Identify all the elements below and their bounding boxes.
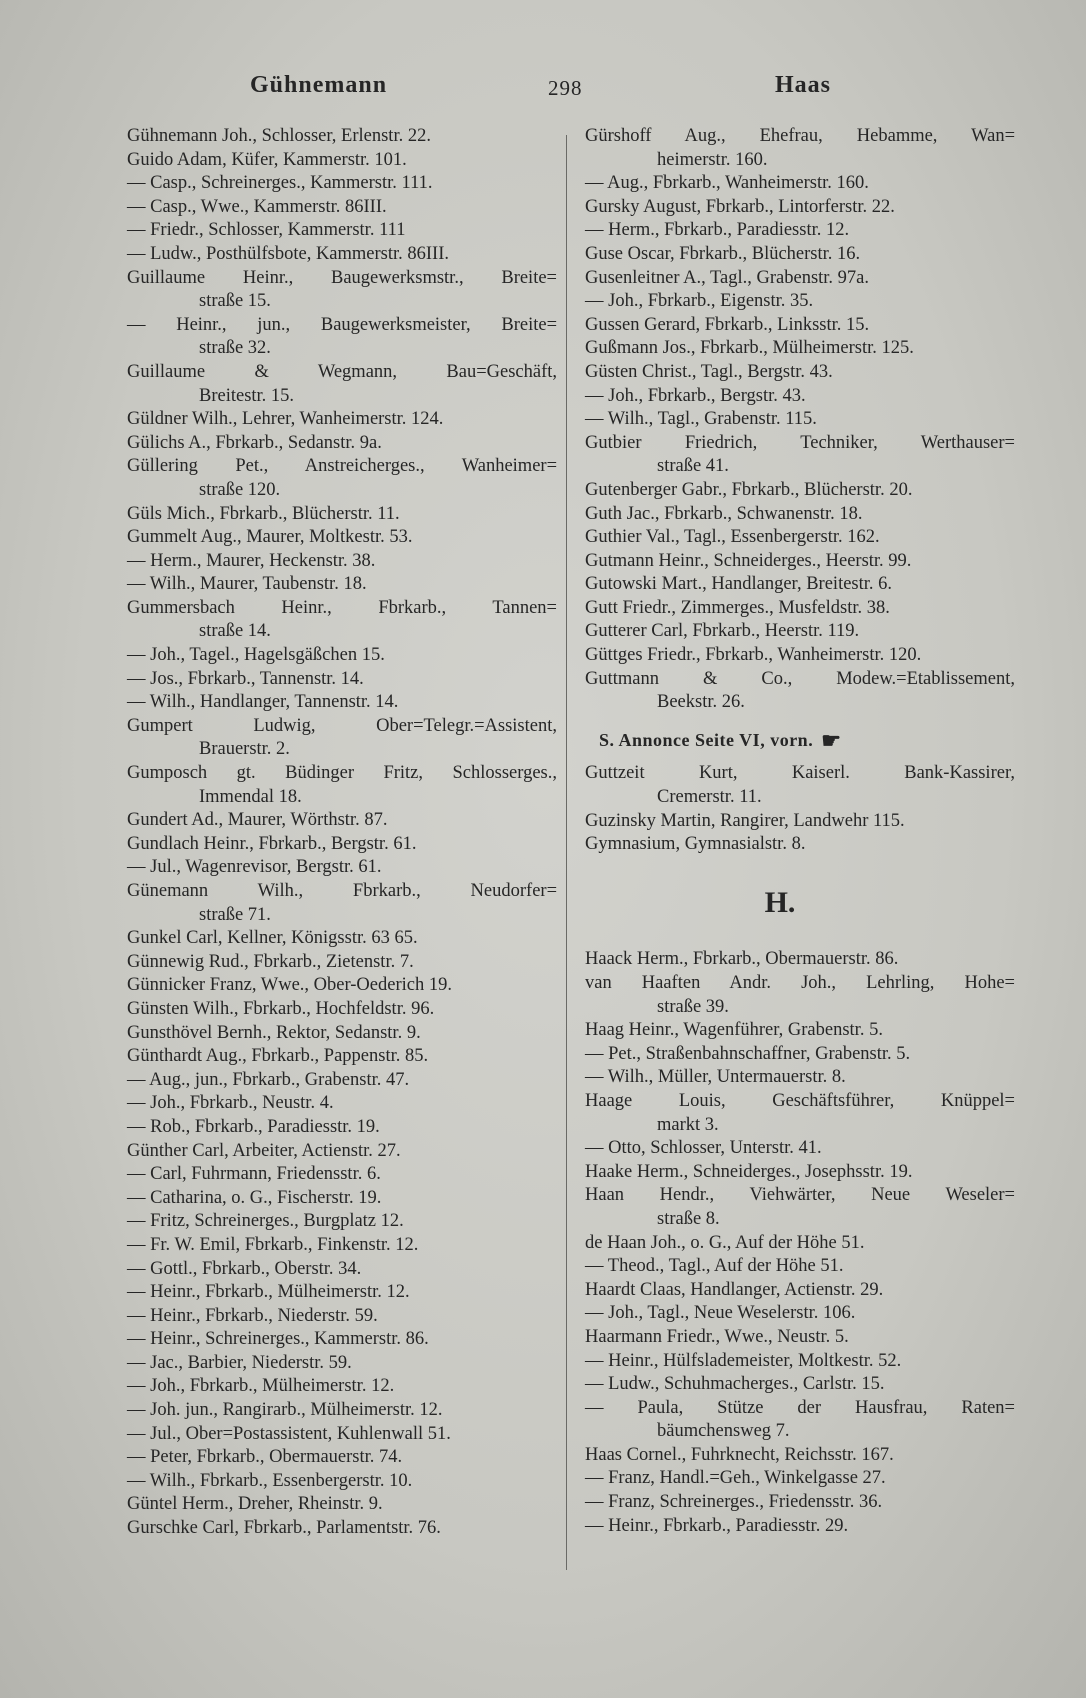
entry-line: — Heinr., Fbrkarb., Mülheimerstr. 12. [127, 1282, 410, 1303]
entry-line: — Catharina, o. G., Fischerstr. 19. [127, 1187, 382, 1208]
directory-entry [585, 1491, 1015, 1515]
directory-entry [585, 1090, 1015, 1137]
left-column [127, 125, 557, 1541]
directory-entry [127, 573, 557, 597]
directory-entry [585, 267, 1015, 291]
column-divider [566, 135, 567, 1570]
directory-entry [585, 172, 1015, 196]
directory-entry [127, 196, 557, 220]
directory-entry [127, 361, 557, 408]
entry-line: — Aug., Fbrkarb., Wanheimerstr. 160. [585, 173, 869, 194]
directory-entry [127, 1517, 557, 1541]
entry-line: Gummersbach Heinr., Fbrkarb., Tannen= [127, 597, 557, 618]
directory-entry [585, 1161, 1015, 1185]
directory-entry [127, 668, 557, 692]
directory-entry [585, 668, 1015, 715]
entry-line: — Franz, Schreinerges., Friedensstr. 36. [585, 1492, 883, 1513]
directory-entry [127, 1375, 557, 1399]
directory-entry [585, 125, 1015, 172]
directory-entry [585, 503, 1015, 527]
running-head-right: Haas [775, 72, 832, 98]
entry-line: — Wilh., Müller, Untermauerstr. 8. [585, 1067, 846, 1088]
entry-line: Haardt Claas, Handlanger, Actienstr. 29. [585, 1279, 884, 1300]
entry-continuation: Beekstr. 26. [657, 692, 745, 713]
directory-entry [127, 1328, 557, 1352]
entry-continuation: markt 3. [657, 1114, 719, 1135]
directory-entry [127, 1258, 557, 1282]
entry-continuation: Breitestr. 15. [199, 385, 295, 406]
directory-entry [585, 573, 1015, 597]
directory-entry [585, 243, 1015, 267]
entry-continuation: straße 15. [199, 291, 271, 312]
entry-line: — Heinr., jun., Baugewerksmeister, Breite= [127, 314, 557, 335]
directory-entry [127, 1493, 557, 1517]
directory-entry [585, 361, 1015, 385]
entry-line: Guse Oscar, Fbrkarb., Blücherstr. 16. [585, 243, 861, 264]
directory-entry [585, 762, 1015, 809]
directory-entry [127, 1187, 557, 1211]
entry-continuation: heimerstr. 160. [657, 149, 768, 170]
entry-line: — Wilh., Handlanger, Tannenstr. 14. [127, 692, 399, 713]
entry-line: Gymnasium, Gymnasialstr. 8. [585, 834, 806, 855]
directory-entry [585, 432, 1015, 479]
entry-continuation: Brauerstr. 2. [199, 739, 290, 760]
entry-continuation: straße 39. [657, 996, 729, 1017]
directory-entry [127, 1305, 557, 1329]
entry-line: van Haaften Andr. Joh., Lehrling, Hohe= [585, 973, 1015, 993]
directory-entry [585, 1515, 1015, 1539]
directory-entry [585, 314, 1015, 338]
entry-line: Güttges Friedr., Fbrkarb., Wanheimerstr. 120. [585, 645, 922, 666]
directory-entry [585, 1279, 1015, 1303]
entry-line: — Jul., Ober=Postassistent, Kuhlenwall 51. [127, 1423, 451, 1444]
directory-entry [585, 408, 1015, 432]
entry-line: Gutenberger Gabr., Fbrkarb., Blücherstr. 20. [585, 479, 913, 500]
entry-line: — Ludw., Posthülfsbote, Kammerstr. 86III. [127, 243, 449, 264]
directory-entry [127, 597, 557, 644]
entry-line: Günemann Wilh., Fbrkarb., Neudorfer= [127, 881, 557, 901]
entry-line: — Casp., Wwe., Kammerstr. 86III. [127, 196, 387, 217]
entry-line: — Carl, Fuhrmann, Friedensstr. 6. [127, 1164, 381, 1185]
entry-line: Gülichs A., Fbrkarb., Sedanstr. 9a. [127, 432, 382, 453]
directory-entry [585, 385, 1015, 409]
entry-line: Guido Adam, Küfer, Kammerstr. 101. [127, 149, 407, 170]
directory-entry [127, 172, 557, 196]
entry-line: Gumpert Ludwig, Ober=Telegr.=Assistent, [127, 715, 557, 736]
entry-continuation: straße 41. [657, 456, 729, 477]
entry-line: — Wilh., Tagl., Grabenstr. 115. [585, 409, 817, 430]
directory-entry [127, 644, 557, 668]
directory-entry [585, 1467, 1015, 1491]
directory-entry [585, 1137, 1015, 1161]
entry-continuation: bäumchensweg 7. [657, 1421, 790, 1442]
entry-line: Guillaume Heinr., Baugewerksmstr., Breite= [127, 267, 557, 288]
entry-line: Guthier Val., Tagl., Essenbergerstr. 162. [585, 527, 880, 548]
entry-line: — Friedr., Schlosser, Kammerstr. 111 [127, 220, 406, 241]
directory-entry [127, 1470, 557, 1494]
directory-entry [585, 550, 1015, 574]
directory-entry [127, 951, 557, 975]
entry-line: Haage Louis, Geschäftsführer, Knüppel= [585, 1090, 1015, 1111]
entry-line: — Joh., Tagl., Neue Weselerstr. 106. [585, 1303, 856, 1324]
directory-entry [127, 974, 557, 998]
entry-line: — Aug., jun., Fbrkarb., Grabenstr. 47. [127, 1069, 410, 1090]
directory-entry [585, 833, 1015, 857]
page-number: 298 [548, 76, 583, 100]
entry-line: — Fritz, Schreinerges., Burgplatz 12. [127, 1211, 404, 1232]
entry-continuation: straße 32. [199, 338, 271, 359]
entry-line: — Joh., Fbrkarb., Mülheimerstr. 12. [127, 1376, 395, 1397]
directory-entry [127, 1069, 557, 1093]
entry-line: — Fr. W. Emil, Fbrkarb., Finkenstr. 12. [127, 1234, 419, 1255]
entry-line: — Joh. jun., Rangirarb., Mülheimerstr. 12. [127, 1400, 443, 1421]
entry-line: Gumposch gt. Büdinger Fritz, Schlosserges., [127, 763, 557, 784]
entry-line: Guzinsky Martin, Rangirer, Landwehr 115. [585, 810, 905, 831]
entry-line: Guttmann & Co., Modew.=Etablissement, [585, 668, 1015, 689]
directory-entry [585, 1444, 1015, 1468]
directory-entry [585, 620, 1015, 644]
entry-line: Günnewig Rud., Fbrkarb., Zietenstr. 7. [127, 951, 414, 972]
entry-line: Haack Herm., Fbrkarb., Obermauerstr. 86. [585, 949, 899, 970]
entry-line: — Rob., Fbrkarb., Paradiesstr. 19. [127, 1116, 380, 1137]
directory-entry [127, 1446, 557, 1470]
directory-entry [127, 1045, 557, 1069]
entry-line: Gutowski Mart., Handlanger, Breitestr. 6. [585, 574, 893, 595]
entry-continuation: Immendal 18. [199, 786, 302, 807]
entry-line: Günsten Wilh., Fbrkarb., Hochfeldstr. 96. [127, 998, 435, 1019]
directory-entry [585, 219, 1015, 243]
directory-entry [585, 644, 1015, 668]
entry-line: — Heinr., Schreinerges., Kammerstr. 86. [127, 1329, 429, 1350]
directory-entry [127, 809, 557, 833]
entry-line: Güllering Pet., Anstreicherges., Wanheimer= [127, 456, 557, 477]
entry-continuation: Cremerstr. 11. [657, 787, 762, 808]
entry-line: — Wilh., Fbrkarb., Essenbergerstr. 10. [127, 1470, 413, 1491]
directory-entry [127, 998, 557, 1022]
directory-entry [127, 408, 557, 432]
entry-line: — Heinr., Fbrkarb., Niederstr. 59. [127, 1305, 378, 1326]
directory-entry [127, 125, 557, 149]
directory-entry [127, 314, 557, 361]
directory-entry [127, 149, 557, 173]
directory-entry [127, 1210, 557, 1234]
directory-entry [585, 1043, 1015, 1067]
entry-line: Haake Herm., Schneiderges., Josephsstr. 19. [585, 1161, 913, 1182]
directory-entry [585, 1184, 1015, 1231]
directory-entry [585, 972, 1015, 1019]
entry-line: — Ludw., Schuhmacherges., Carlstr. 15. [585, 1374, 885, 1395]
entry-line: Gundlach Heinr., Fbrkarb., Bergstr. 61. [127, 833, 417, 854]
directory-entry [585, 1232, 1015, 1256]
entry-line: Haag Heinr., Wagenführer, Grabenstr. 5. [585, 1020, 883, 1041]
notice-text: S. Annonce Seite VI, vorn. [599, 729, 814, 750]
directory-entry [127, 833, 557, 857]
entry-line: Gusenleitner A., Tagl., Grabenstr. 97a. [585, 267, 870, 288]
directory-entry [127, 503, 557, 527]
directory-entry [585, 479, 1015, 503]
entry-line: — Franz, Handl.=Geh., Winkelgasse 27. [585, 1468, 886, 1489]
directory-entry [127, 1140, 557, 1164]
entry-line: Haas Cornel., Fuhrknecht, Reichsstr. 167. [585, 1444, 894, 1465]
directory-entry [585, 526, 1015, 550]
directory-entry [127, 267, 557, 314]
directory-entry [127, 1116, 557, 1140]
directory-entry [585, 1066, 1015, 1090]
entry-line: Gürshoff Aug., Ehefrau, Hebamme, Wan= [585, 126, 1015, 146]
entry-line: Gursky August, Fbrkarb., Lintorferstr. 22. [585, 196, 895, 217]
entry-list [585, 125, 1015, 715]
entry-line: Guillaume & Wegmann, Bau=Geschäft, [127, 361, 557, 382]
entry-line: Güldner Wilh., Lehrer, Wanheimerstr. 124. [127, 409, 444, 430]
entry-line: — Otto, Schlosser, Unterstr. 41. [585, 1138, 822, 1159]
entry-continuation: straße 8. [657, 1208, 720, 1229]
directory-entry [585, 1373, 1015, 1397]
directory-entry [127, 1163, 557, 1187]
directory-entry [127, 455, 557, 502]
entry-line: Gussen Gerard, Fbrkarb., Linksstr. 15. [585, 314, 870, 335]
entry-line: Gundert Ad., Maurer, Wörthstr. 87. [127, 810, 388, 831]
entry-line: Gunkel Carl, Kellner, Königsstr. 63 65. [127, 928, 418, 949]
entry-line: — Herm., Maurer, Heckenstr. 38. [127, 550, 376, 571]
entry-line: Güls Mich., Fbrkarb., Blücherstr. 11. [127, 503, 400, 524]
entry-line: Gummelt Aug., Maurer, Moltkestr. 53. [127, 527, 413, 548]
entry-continuation: straße 14. [199, 621, 271, 642]
directory-entry [127, 856, 557, 880]
entry-continuation: straße 71. [199, 904, 271, 925]
entry-line: Güsten Christ., Tagl., Bergstr. 43. [585, 361, 833, 382]
entry-line: — Peter, Fbrkarb., Obermauerstr. 74. [127, 1447, 403, 1468]
directory-entry [127, 1234, 557, 1258]
entry-line: de Haan Joh., o. G., Auf der Höhe 51. [585, 1232, 865, 1253]
entry-line: Günther Carl, Arbeiter, Actienstr. 27. [127, 1140, 401, 1161]
directory-entry [127, 1352, 557, 1376]
directory-entry [585, 948, 1015, 972]
directory-entry [585, 1350, 1015, 1374]
entry-list [585, 948, 1015, 1538]
entry-line: Guttzeit Kurt, Kaiserl. Bank-Kassirer, [585, 763, 1015, 784]
directory-entry [585, 337, 1015, 361]
directory-entry [127, 927, 557, 951]
directory-entry [585, 810, 1015, 834]
directory-entry [585, 196, 1015, 220]
directory-entry [585, 1255, 1015, 1279]
directory-entry [585, 1302, 1015, 1326]
directory-entry [127, 691, 557, 715]
entry-list [585, 762, 1015, 856]
entry-line: — Joh., Fbrkarb., Neustr. 4. [127, 1093, 334, 1114]
entry-line: Gutterer Carl, Fbrkarb., Heerstr. 119. [585, 621, 860, 642]
directory-entry [127, 1022, 557, 1046]
directory-entry [127, 219, 557, 243]
entry-line: — Jos., Fbrkarb., Tannenstr. 14. [127, 668, 364, 689]
entry-line: — Herm., Fbrkarb., Paradiesstr. 12. [585, 220, 850, 241]
entry-line: Günthardt Aug., Fbrkarb., Pappenstr. 85. [127, 1046, 429, 1067]
directory-entry [127, 432, 557, 456]
advert-notice [599, 729, 1015, 753]
entry-line: — Heinr., Fbrkarb., Paradiesstr. 29. [585, 1515, 849, 1536]
section-letter: H. [764, 885, 796, 919]
entry-line: — Jac., Barbier, Niederstr. 59. [127, 1352, 352, 1373]
entry-line: — Joh., Tagel., Hagelsgäßchen 15. [127, 645, 385, 666]
entry-line: Gühnemann Joh., Schlosser, Erlenstr. 22. [127, 126, 431, 146]
entry-line: — Pet., Straßenbahnschaffner, Grabenstr. 5. [585, 1043, 911, 1064]
directory-entry [127, 526, 557, 550]
pointing-hand-icon: ☛ [821, 727, 842, 753]
entry-line: Gußmann Jos., Fbrkarb., Mülheimerstr. 125. [585, 338, 914, 359]
directory-entry [127, 715, 557, 762]
directory-entry [585, 1397, 1015, 1444]
directory-entry [127, 1399, 557, 1423]
directory-entry [585, 1326, 1015, 1350]
entry-line: — Paula, Stütze der Hausfrau, Raten= [585, 1397, 1015, 1418]
directory-entry [127, 1281, 557, 1305]
directory-entry [127, 550, 557, 574]
entry-line: Günnicker Franz, Wwe., Ober-Oederich 19. [127, 975, 452, 996]
entry-line: Gunsthövel Bernh., Rektor, Sedanstr. 9. [127, 1022, 421, 1043]
directory-entry [585, 290, 1015, 314]
entry-line: Gutbier Friedrich, Techniker, Werthauser= [585, 432, 1015, 453]
directory-entry [127, 880, 557, 927]
entry-line: — Gottl., Fbrkarb., Oberstr. 34. [127, 1258, 362, 1279]
entry-line: — Joh., Fbrkarb., Eigenstr. 35. [585, 291, 814, 312]
entry-line: Gutt Friedr., Zimmerges., Musfeldstr. 38. [585, 597, 890, 618]
entry-line: — Heinr., Hülfslademeister, Moltkestr. 52. [585, 1350, 902, 1371]
running-head-left: Gühnemann [250, 72, 388, 98]
entry-line: — Wilh., Maurer, Taubenstr. 18. [127, 574, 367, 595]
entry-line: — Casp., Schreinerges., Kammerstr. 111. [127, 173, 433, 194]
entry-line: — Theod., Tagl., Auf der Höhe 51. [585, 1256, 844, 1277]
directory-entry [127, 762, 557, 809]
directory-entry [127, 243, 557, 267]
entry-line: Guth Jac., Fbrkarb., Schwanenstr. 18. [585, 503, 863, 524]
entry-line: Güntel Herm., Dreher, Rheinstr. 9. [127, 1494, 383, 1515]
entry-list [127, 125, 557, 1541]
directory-entry [585, 597, 1015, 621]
directory-entry [127, 1092, 557, 1116]
entry-line: Gurschke Carl, Fbrkarb., Parlamentstr. 76. [127, 1518, 441, 1539]
directory-entry [127, 1423, 557, 1447]
entry-line: Haan Hendr., Viehwärter, Neue Weseler= [585, 1185, 1015, 1206]
entry-line: — Jul., Wagenrevisor, Bergstr. 61. [127, 857, 382, 878]
entry-line: Haarmann Friedr., Wwe., Neustr. 5. [585, 1326, 849, 1347]
entry-line: Gutmann Heinr., Schneiderges., Heerstr. 99. [585, 550, 912, 571]
right-column [585, 125, 1015, 1538]
directory-entry [585, 1019, 1015, 1043]
entry-line: — Joh., Fbrkarb., Bergstr. 43. [585, 385, 806, 406]
entry-continuation: straße 120. [199, 479, 281, 500]
